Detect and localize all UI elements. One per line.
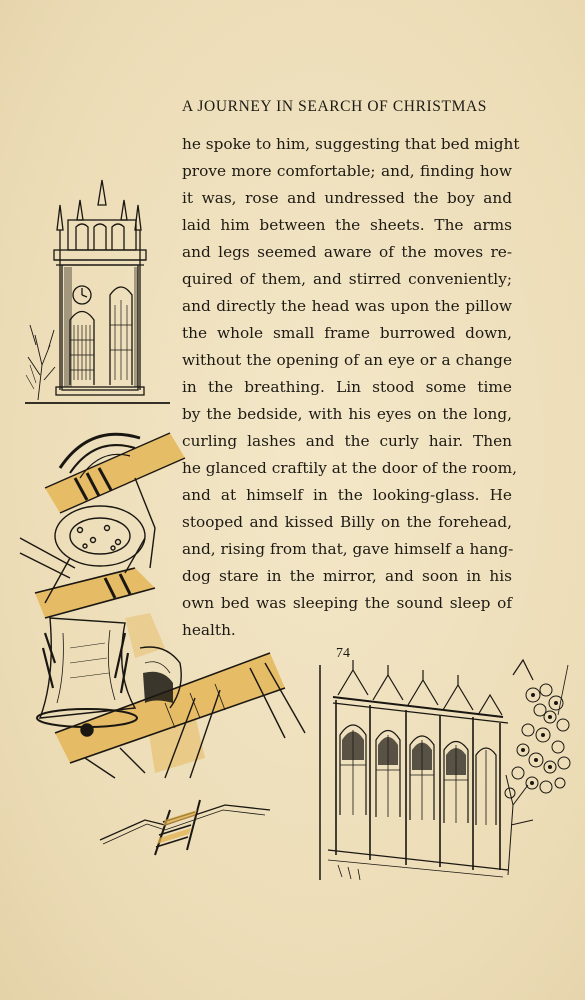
- text-line: quired of them, and stirred conveniently;: [182, 270, 512, 288]
- bell-frame-illustration: [15, 418, 315, 788]
- text-line: prove more comfortable; and, finding how: [182, 162, 512, 180]
- page-number: 74: [336, 646, 350, 661]
- text-line: curling lashes and the curly hair. Then: [182, 432, 512, 450]
- text-line: by the bedside, with his eyes on the long,: [182, 405, 512, 423]
- clock-tower-illustration: [20, 175, 170, 410]
- text-line: and legs seemed aware of the moves re-: [182, 243, 512, 261]
- text-line: it was, rose and undressed the boy and: [182, 189, 512, 207]
- text-line: the whole small frame burrowed down,: [182, 324, 512, 342]
- text-line: in the breathing. Lin stood some time: [182, 378, 512, 396]
- text-line: he glanced craftily at the door of the room,: [182, 459, 517, 477]
- text-line: stooped and kissed Billy on the forehead,: [182, 513, 512, 531]
- text-line: health.: [182, 621, 236, 639]
- text-line: own bed was sleeping the sound sleep of: [182, 594, 512, 612]
- gothic-building-illustration: [318, 655, 580, 885]
- text-line: without the opening of an eye or a change: [182, 351, 512, 369]
- ladder-illustration: [95, 780, 285, 860]
- text-line: laid him between the sheets. The arms: [182, 216, 512, 234]
- running-head: A JOURNEY IN SEARCH OF CHRISTMAS: [182, 98, 487, 115]
- text-line: dog stare in the mirror, and soon in his: [182, 567, 512, 585]
- text-line: he spoke to him, suggesting that bed might: [182, 135, 520, 153]
- text-line: and directly the head was upon the pillow: [182, 297, 512, 315]
- text-line: and at himself in the looking-glass. He: [182, 486, 512, 504]
- text-line: and, rising from that, gave himself a hang-: [182, 540, 514, 558]
